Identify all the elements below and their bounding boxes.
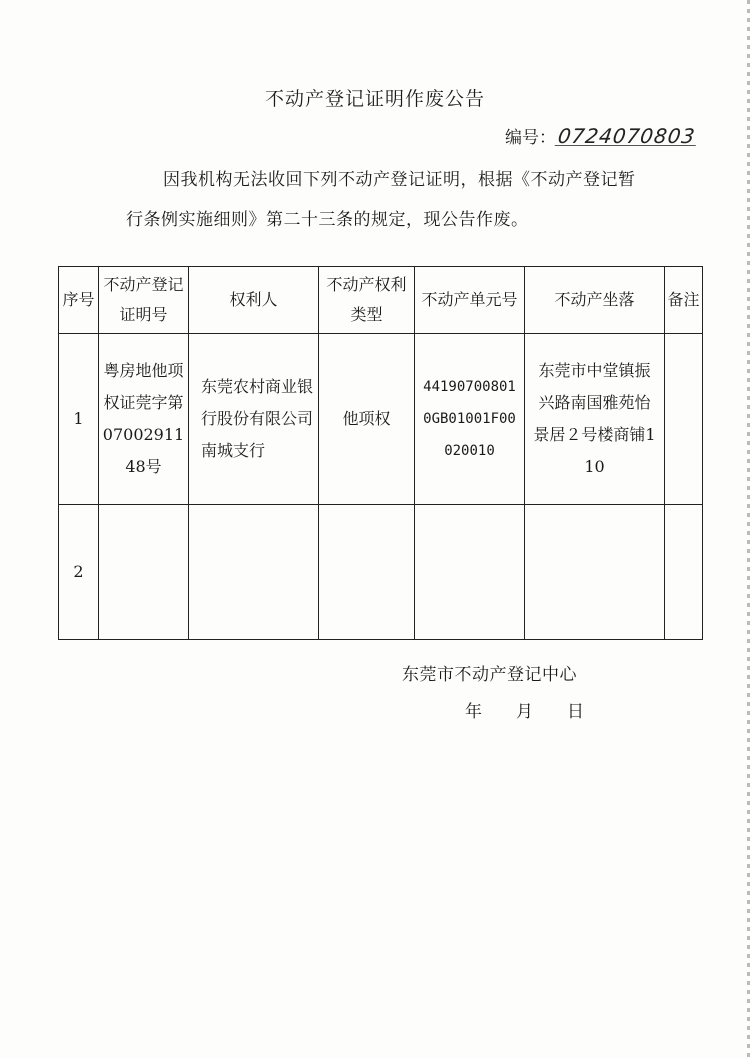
certificate-table [58, 266, 703, 640]
header-seq: 序号 [59, 267, 99, 334]
header-cert-no: 不动产登记证明号 [99, 267, 189, 334]
page-title: 不动产登记证明作废公告 [264, 88, 485, 110]
header-right-type: 不动产权利类型 [319, 267, 415, 334]
table-row [59, 505, 703, 640]
body-paragraph-line-1: 因我机构无法收回下列不动产登记证明，根据《不动产登记暂 [163, 170, 636, 190]
cell-location [525, 505, 665, 640]
header-unit-no: 不动产单元号 [415, 267, 525, 334]
cell-seq: 1 [59, 334, 99, 505]
header-right-holder: 权利人 [189, 267, 319, 334]
cell-seq: 2 [59, 505, 99, 640]
cell-unit-no [415, 505, 525, 640]
month-label: 月 [516, 702, 533, 722]
cell-cert-no [99, 505, 189, 640]
cell-location: 东莞市中堂镇振兴路南国雅苑怡景居２号楼商铺110 [525, 334, 665, 505]
serial-label: 编号： [505, 128, 556, 148]
cell-right-holder: 东莞农村商业银行股份有限公司南城支行 [189, 334, 319, 505]
issuing-authority: 东莞市不动产登记中心 [402, 665, 577, 685]
table-row [59, 334, 703, 505]
header-remark: 备注 [665, 267, 703, 334]
cell-right-holder [189, 505, 319, 640]
cell-remark [665, 334, 703, 505]
header-location: 不动产坐落 [525, 267, 665, 334]
cell-cert-no: 粤房地他项权证莞字第0700291148号 [99, 334, 189, 505]
cell-right-type: 他项权 [319, 334, 415, 505]
serial-number [505, 123, 697, 148]
cell-unit-no: 441907008010GB01001F00020010 [415, 334, 525, 505]
date-line [465, 697, 584, 722]
serial-value-handwritten: 0724070803 [556, 124, 698, 148]
cell-remark [665, 505, 703, 640]
year-label: 年 [465, 702, 482, 722]
cell-right-type [319, 505, 415, 640]
table-header-row [59, 267, 703, 334]
day-label: 日 [567, 702, 584, 722]
body-paragraph-line-2: 行条例实施细则》第二十三条的规定，现公告作废。 [126, 210, 529, 230]
